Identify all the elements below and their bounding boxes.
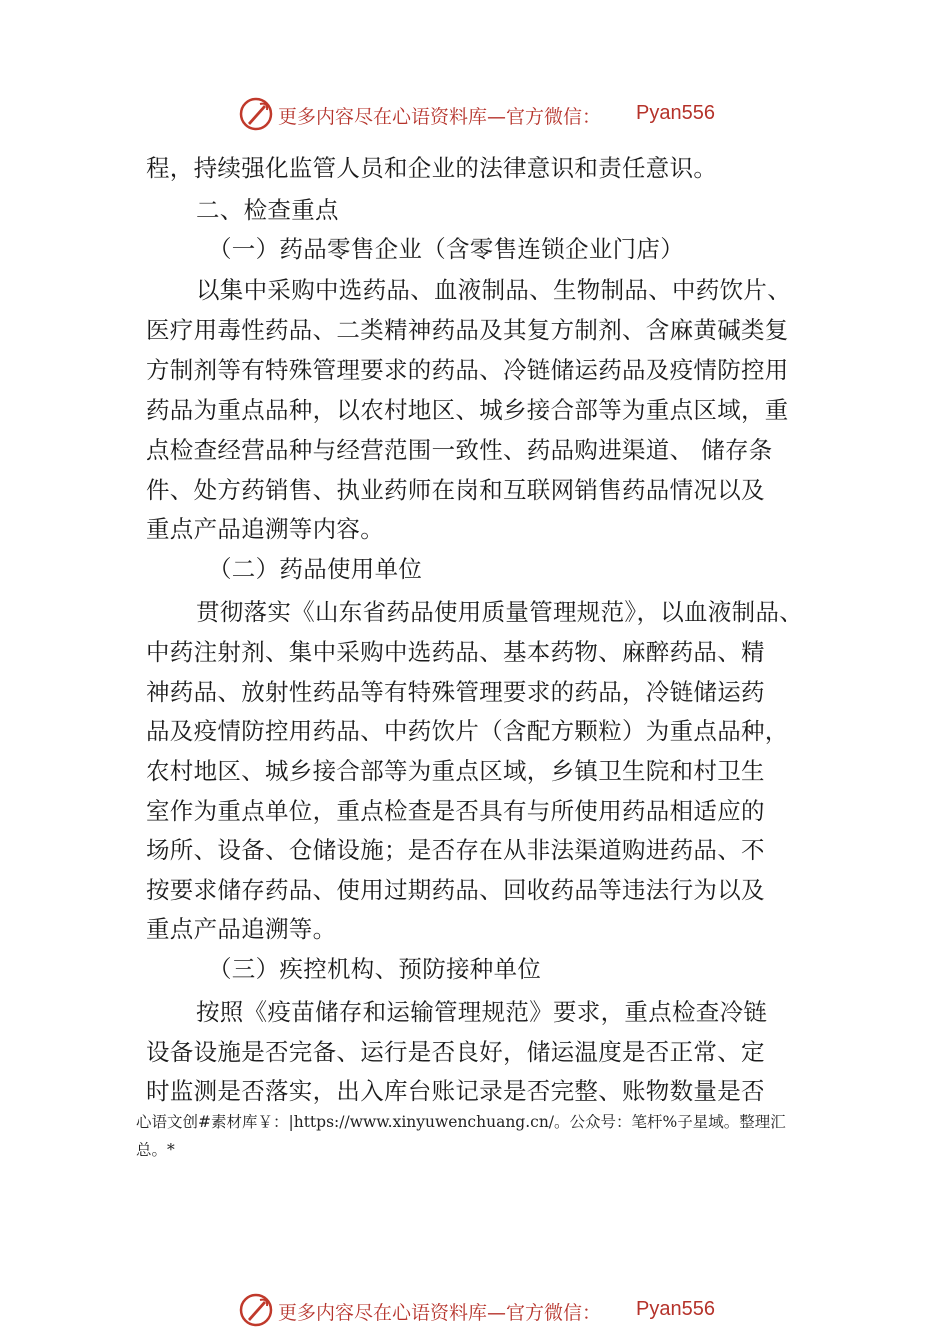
body-line: 药品为重点品种，以农村地区、城乡接合部等为重点区域，重 xyxy=(146,396,789,424)
subsection-heading: （二）药品使用单位 xyxy=(208,555,423,583)
body-line: 室作为重点单位，重点检查是否具有与所使用药品相适应的 xyxy=(146,797,765,825)
body-line: 件、处方药销售、执业药师在岗和互联网销售药品情况以及 xyxy=(146,476,765,504)
banner-wechat-id: Pyan556 xyxy=(636,1298,715,1320)
quill-pen-logo-icon xyxy=(238,1292,274,1328)
body-line: 中药注射剂、集中采购中选药品、基本药物、麻醉药品、精 xyxy=(146,638,765,666)
body-line: 时监测是否落实，出入库台账记录是否完整、账物数量是否 xyxy=(146,1077,765,1105)
body-line: 设备设施是否完备、运行是否良好，储运温度是否正常、定 xyxy=(146,1038,765,1066)
body-line: 农村地区、城乡接合部等为重点区域，乡镇卫生院和村卫生 xyxy=(146,757,765,785)
body-line: 以集中采购中选药品、血液制品、生物制品、中药饮片、 xyxy=(196,276,791,304)
body-line: 贯彻落实《山东省药品使用质量管理规范》，以血液制品、 xyxy=(196,598,804,626)
subsection-heading: （三）疾控机构、预防接种单位 xyxy=(208,955,542,983)
subsection-heading: （一）药品零售企业（含零售连锁企业门店） xyxy=(208,235,684,263)
body-line: 点检查经营品种与经营范围一致性、药品购进渠道、 储存条 xyxy=(146,436,773,464)
body-line: 重点产品追溯等。 xyxy=(146,915,337,943)
footnote-line-1: 心语文创#素材库￥：|https://www.xinyuwenchuang.cn/。公众号：笔杆%子星域。整理汇 xyxy=(136,1113,786,1131)
body-line: 品及疫情防控用药品、中药饮片（含配方颗粒）为重点品种， xyxy=(146,717,789,745)
body-line: 方制剂等有特殊管理要求的药品、冷链储运药品及疫情防控用 xyxy=(146,356,789,384)
banner-text: 更多内容尽在心语资料库—官方微信： xyxy=(278,106,602,128)
body-line: 神药品、放射性药品等有特殊管理要求的药品，冷链储运药 xyxy=(146,678,765,706)
banner-text: 更多内容尽在心语资料库—官方微信： xyxy=(278,1302,602,1324)
footnote-line-2: 总。* xyxy=(136,1141,175,1159)
body-line: 重点产品追溯等内容。 xyxy=(146,515,384,543)
body-line: 按照《疫苗储存和运输管理规范》要求，重点检查冷链 xyxy=(196,998,768,1026)
quill-pen-logo-icon xyxy=(238,96,274,132)
banner-wechat-id: Pyan556 xyxy=(636,102,715,124)
body-line: 场所、设备、仓储设施；是否存在从非法渠道购进药品、不 xyxy=(146,836,765,864)
body-line: 医疗用毒性药品、二类精神药品及其复方制剂、含麻黄碱类复 xyxy=(146,316,789,344)
body-line: 按要求储存药品、使用过期药品、回收药品等违法行为以及 xyxy=(146,876,765,904)
section-heading: 二、检查重点 xyxy=(196,196,339,224)
header-banner xyxy=(0,96,950,136)
footer-banner xyxy=(0,1292,950,1332)
body-line: 程，持续强化监管人员和企业的法律意识和责任意识。 xyxy=(146,154,718,182)
